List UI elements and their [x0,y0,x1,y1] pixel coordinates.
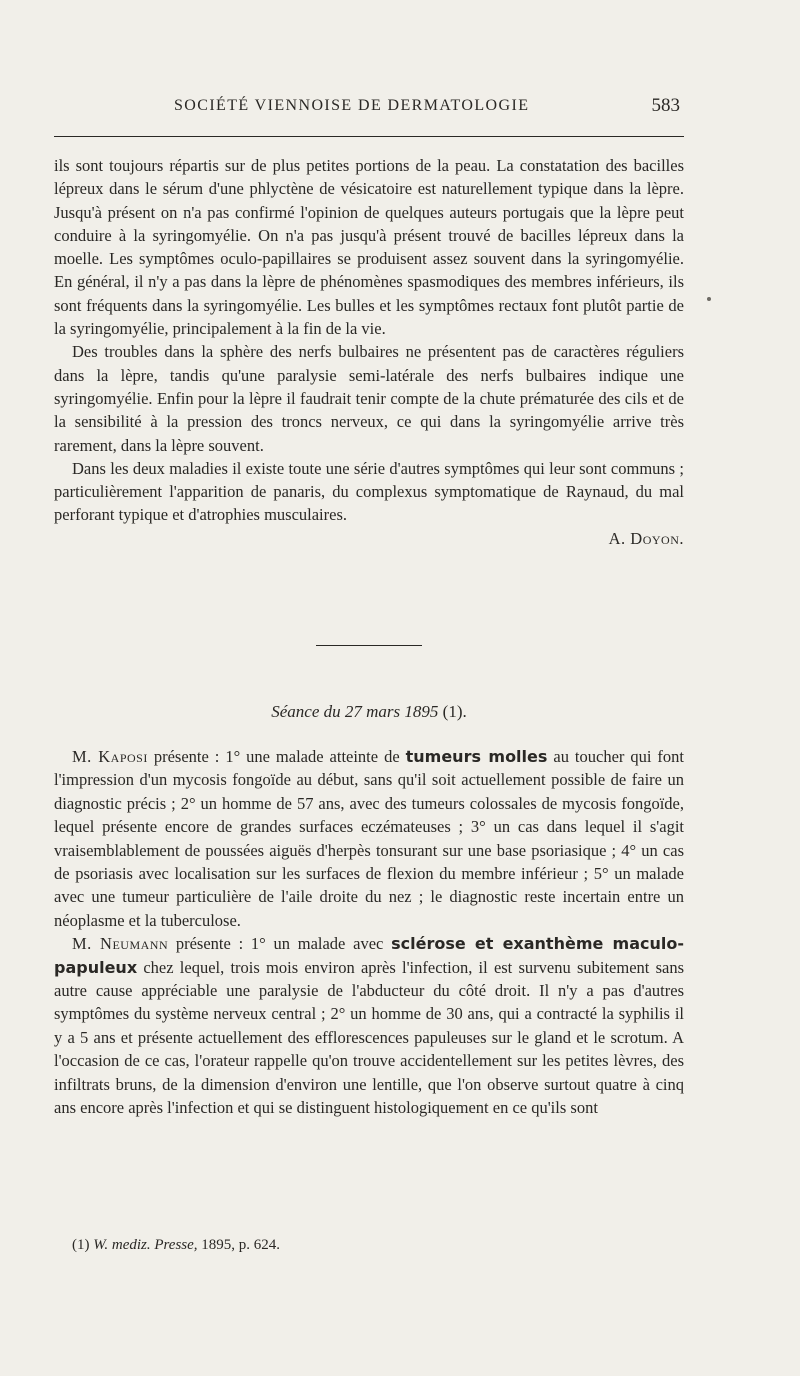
footnote-source: W. mediz. Presse, [93,1237,198,1253]
neumann-text-a: présente : 1° un malade avec [168,934,392,954]
paragraph-2: Des troubles dans la sphère des nerfs bulbaires ne présentent pas de caractères réguliers dans la lèpre, tandis qu'une paralysie semi-latérale des nerfs bulbaires indique une syringomyélie. Enfin pour la lèpre il faudrait tenir compte de la chute prématurée des cils et de la sensibilité à la pression des troncs nerveux, ce qui dans la syringomyélie arrive très rarement, dans la lèpre souvent. [54,342,684,455]
kaposi-bold-term: tumeurs molles [405,747,548,766]
footnote-reference: (1). [442,702,467,721]
session-heading [54,702,684,722]
section-body-2 [54,745,684,1120]
kaposi-text-a: présente : 1° une malade atteinte de [147,747,406,766]
neumann-bold-term: sclérose et exanthème maculo-papuleux [54,934,684,977]
session-title: Séance du 27 mars 1895 [271,702,439,721]
paragraph-3-text: Dans les deux maladies il existe toute une série d'autres symptômes qui leur sont communs ; particulièrement l'apparition de panaris, du complexus symptomatique de Raynaud, du mal perforant typique et d'atrophies musculaires. [54,458,684,525]
header-rule [54,136,684,137]
author-signature: A. Doyon. [608,528,684,548]
running-head [54,97,684,121]
neumann-text-b: chez lequel, trois mois environ après l'infection, il est survenu subitement sans autre cause appréciable une paralysie de l'abducteur du côté droit. Il n'y a pas d'autres symptômes du système nerveux central ; 2° un homme de 30 ans, qui a contracté la syphilis il y a 5 ans et présente actuellement des efflorescences papuleuses sur le gland et le scrotum. A l'occasion de ce cas, l'orateur rappelle qu'on trouve accidentellement sur les petites lèvres, des infiltrats bruns, de la dimension d'environ une lentille, que l'on observe surtout quatre à cinq ans encore après l'infection et qui se distinguent histologiquement en ce qu'ils sont [54,957,684,1118]
footnote-marker: (1) [72,1237,90,1253]
footnote-detail: 1895, p. 624. [201,1237,281,1253]
footnote [72,1237,672,1254]
section-body-1 [54,154,684,550]
kaposi-text-b: au toucher qui font l'impression d'un mycosis fongoïde au début, sans qu'il soit actuellement possible de faire un diagnostic précis ; 2° un homme de 57 ans, avec des tumeurs colossales de mycosis fongoïde, lequel présente encore de grandes surfaces eczémateuses ; 3° un cas dans lequel il s'agit vraisemblablement de poussées aiguës d'herpès tonsurant sur une base psoriasique ; 4° un cas de psoriasis avec localisation sur les surfaces de flexion du membre inférieur ; 5° un malade avec une tumeur particulière de l'aile droite du nez ; le diagnostic reste incertain entre un néoplasme et la tuberculose. [54,747,684,930]
running-title: SOCIÉTÉ VIENNOISE DE DERMATOLOGIE [174,97,530,114]
speaker-neumann: M. Neumann [72,934,169,954]
paragraph-neumann [54,932,684,1119]
page-number: 583 [651,95,680,116]
paragraph-3 [54,457,684,527]
document-page [54,0,684,1376]
speaker-kaposi: M. Kaposi [72,747,148,766]
section-divider [316,645,422,646]
signature-line [54,527,684,550]
margin-mark [707,297,711,301]
paragraph-kaposi [54,745,684,932]
paragraph-1: ils sont toujours répartis sur de plus petites portions de la peau. La constatation des bacilles lépreux dans le sérum d'une phlyctène de vésicatoire est naturellement typique dans la lèpre. Jusqu'à présent on n'a pas confirmé l'opinion de quelques auteurs portugais que la lèpre peut conduire à la syringomyélie. On n'a pas jusqu'à présent trouvé de bacilles lépreux dans la moelle. Les symptômes oculo-papillaires se produisent assez souvent dans la syringomyélie. En général, il n'y a pas dans la lèpre de phénomènes spasmodiques des membres inférieurs, ils sont fréquents dans la syringomyélie. Les bulles et les symptômes rectaux font plutôt partie de la syringomyélie, principalement à la fin de la vie. [54,156,684,339]
